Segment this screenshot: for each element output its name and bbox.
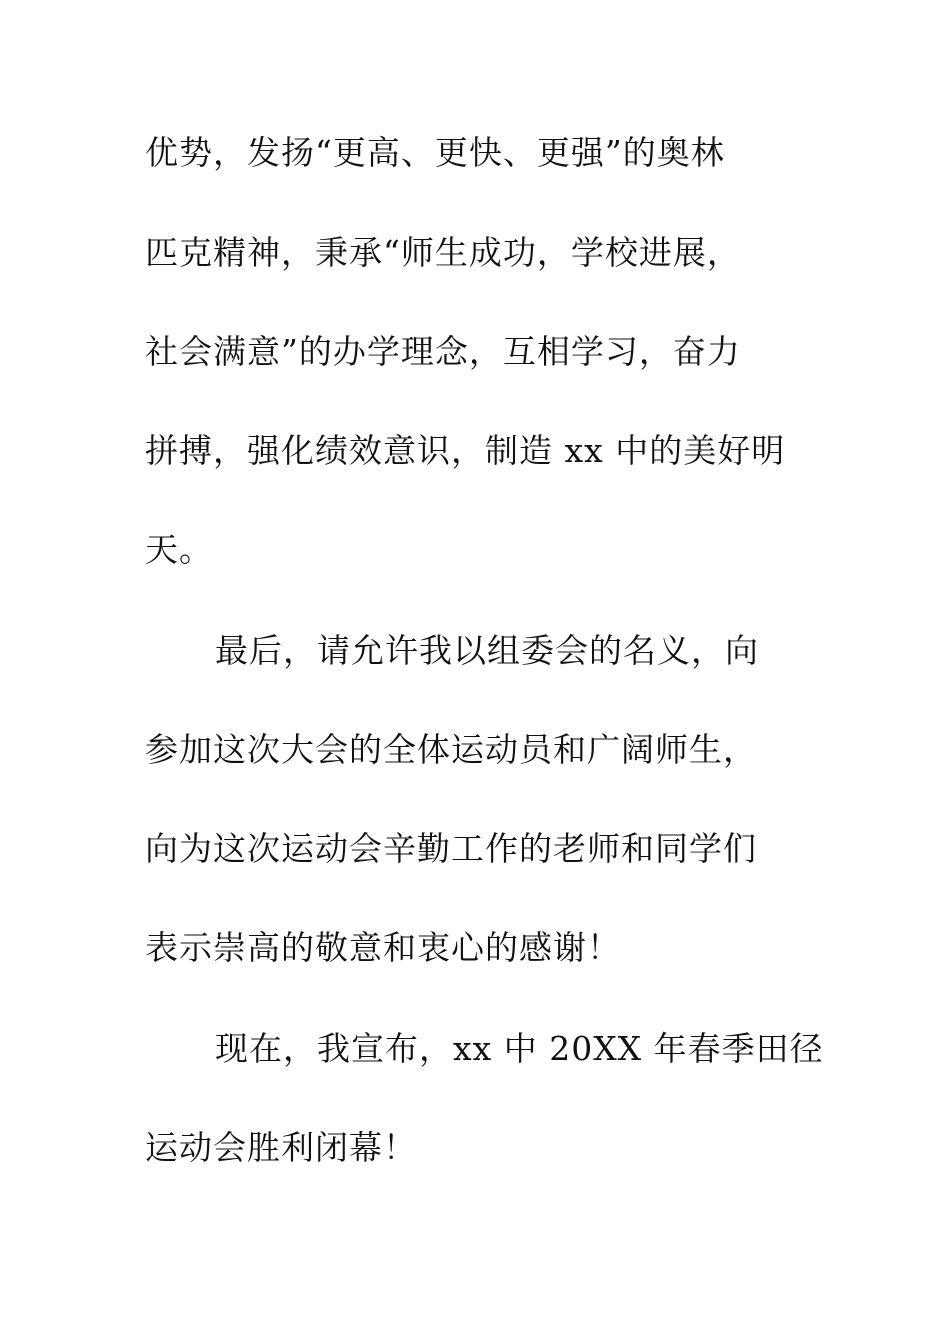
paragraph-line-2: 匹克精神，秉承“师生成功，学校进展， (145, 233, 741, 272)
paragraph-line-8: 向为这次运动会辛勤工作的老师和同学们 (145, 829, 757, 868)
paragraph-line-3: 社会满意”的办学理念，互相学习，奋力 (145, 332, 741, 371)
paragraph-line-6: 最后，请允许我以组委会的名义，向 (215, 631, 759, 670)
paragraph-line-5: 天。 (145, 530, 213, 569)
paragraph-line-9: 表示崇高的敬意和衷心的感谢！ (145, 928, 621, 967)
paragraph-line-10: 现在，我宣布，xx 中 20XX 年春季田径 (215, 1029, 824, 1068)
paragraph-line-7: 参加这次大会的全体运动员和广阔师生， (145, 730, 757, 769)
paragraph-line-11: 运动会胜利闭幕！ (145, 1128, 417, 1167)
paragraph-line-4: 拼搏，强化绩效意识，制造 xx 中的美好明 (145, 431, 786, 470)
paragraph-line-1: 优势，发扬“更高、更快、更强”的奥林 (145, 133, 725, 172)
